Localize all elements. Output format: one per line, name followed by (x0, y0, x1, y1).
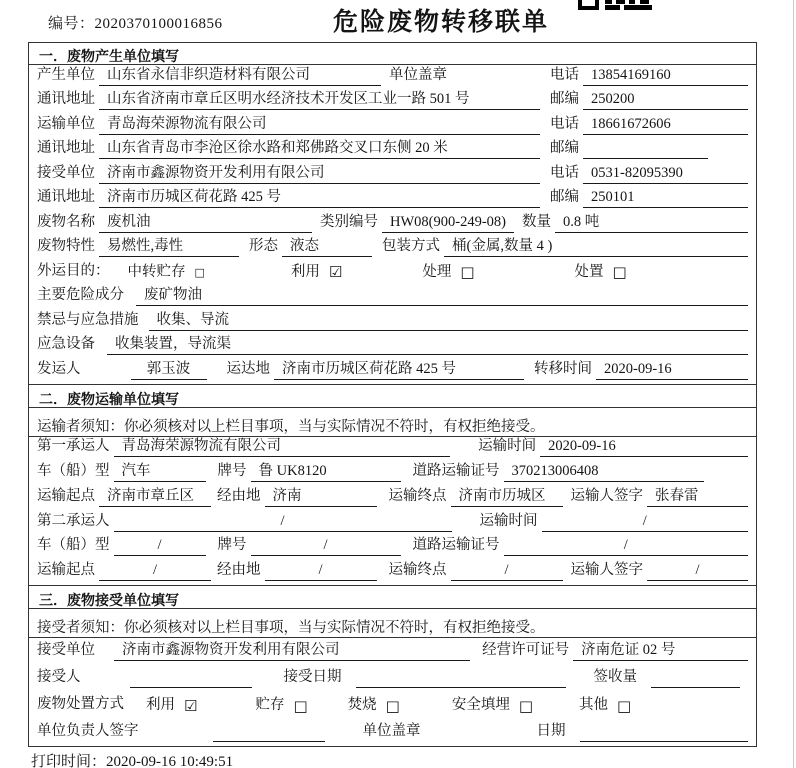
checkbox-icon: □ (518, 696, 534, 715)
document-title: 危险废物转移联单 (333, 8, 550, 36)
license-number-label: 经营许可证号 (482, 642, 570, 659)
road-permit-field: / (504, 537, 749, 556)
transport-unit-field: 青岛海荣源物流有限公司 (99, 112, 540, 135)
plate-number-field: / (251, 537, 401, 556)
checkbox-incinerate (348, 693, 400, 715)
vehicle-type-field: 汽车 (114, 459, 206, 482)
section-2-header: 二．废物运输单位填写 (29, 384, 756, 408)
producing-unit-field: 山东省永信非织造材料有限公司 (99, 63, 381, 86)
postcode-label: 邮编 (550, 189, 579, 205)
second-carrier-field: / (114, 513, 452, 532)
main-hazard-component-label: 主要危险成分 (37, 287, 124, 303)
form-row (29, 212, 756, 237)
via-label: 经由地 (217, 487, 261, 504)
checkbox-use (146, 693, 197, 715)
producing-unit-label: 产生单位 (37, 66, 95, 83)
checkbox-label: 贮存 (255, 697, 285, 714)
waste-name-label: 废物名称 (37, 213, 95, 230)
receiving-unit-field: 济南市鑫源物资开发利用有限公司 (99, 161, 540, 184)
receive-date-field (356, 672, 566, 688)
form-row (29, 486, 756, 511)
receive-date-label: 接受日期 (283, 669, 342, 686)
print-time (31, 750, 233, 768)
section-3-header: 三．废物接受单位填写 (29, 585, 756, 609)
print-time-value: 2020-09-16 10:49:51 (106, 754, 234, 768)
emergency-measures-field: 收集、导流 (149, 308, 749, 331)
transport-endpoint-label: 运输终点 (388, 562, 447, 579)
waste-characteristics-field: 易燃性,毒性 (99, 234, 239, 257)
form-row (29, 163, 756, 188)
emergency-equipment-field: 收集装置，导流渠 (107, 332, 748, 355)
transport-date-label: 运输时间 (478, 438, 537, 455)
first-carrier-field: 青岛海荣源物流有限公司 (114, 434, 451, 457)
destination-label: 运达地 (226, 360, 270, 377)
waste-name-field: 废机油 (99, 210, 312, 233)
checkbox-icon: □ (460, 262, 475, 281)
checkbox-treat (422, 260, 474, 282)
disposal-method-label: 废物处置方式 (37, 696, 124, 713)
mailing-address-label: 通讯地址 (37, 140, 95, 156)
form-row-outbound-purpose (29, 261, 756, 286)
phone-field: 13854169160 (583, 67, 748, 86)
postcode-label: 邮编 (550, 140, 579, 156)
receiver-notice: 接受者须知：你必须核对以上栏目事项，当与实际情况不符时，有权拒绝接受。 (29, 609, 756, 638)
via-label: 经由地 (217, 562, 261, 579)
scan-edge-line (793, 0, 794, 768)
checkbox-icon: □ (617, 696, 632, 715)
vehicle-type-label: 车（船）型 (37, 463, 110, 480)
postcode-field: 250101 (583, 189, 748, 208)
postcode-field: 250200 (583, 91, 748, 110)
carrier-signature-label: 运输人签字 (570, 487, 643, 504)
mailing-address-label: 通讯地址 (37, 91, 95, 107)
form-row (29, 536, 756, 561)
form-row (29, 359, 756, 384)
form-row (29, 114, 756, 139)
manifest-number-label: 编号： (48, 16, 95, 32)
mailing-address-label: 通讯地址 (37, 189, 95, 205)
transport-endpoint-field: 济南市历城区 (451, 484, 563, 507)
transport-date-label: 运输时间 (479, 512, 538, 529)
transport-date-field: 2020-09-16 (540, 438, 748, 457)
checkbox-use (291, 260, 342, 282)
checkbox-icon: □ (612, 262, 627, 281)
form-row (29, 139, 756, 164)
checkbox-label: 处理 (422, 263, 452, 280)
main-hazard-component-field: 废矿物油 (136, 283, 748, 306)
form-row (29, 461, 756, 486)
responsible-signature-label: 单位负责人签字 (37, 723, 139, 740)
form-row (29, 437, 756, 462)
category-code-label: 类别编号 (320, 213, 378, 230)
manifest-number (48, 12, 223, 33)
transport-endpoint-label: 运输终点 (388, 487, 447, 504)
transport-unit-label: 运输单位 (37, 115, 95, 132)
received-quantity-field (651, 672, 740, 688)
form-row-disposal-method (29, 692, 756, 719)
receiver-unit-field: 济南市鑫源物资开发利用有限公司 (114, 638, 470, 661)
carrier-signature-field: / (647, 562, 748, 581)
form-row (29, 90, 756, 115)
road-permit-label: 道路运输证号 (412, 537, 500, 554)
form-row (29, 560, 756, 585)
transport-endpoint-field: / (451, 562, 563, 581)
transport-origin-field: / (99, 562, 211, 581)
checkbox-label: 焚烧 (347, 697, 377, 714)
transport-origin-label: 运输起点 (37, 562, 95, 579)
phone-label: 电话 (550, 164, 579, 181)
unit-seal-label: 单位盖章 (362, 723, 421, 740)
checkbox-label: 安全填埋 (451, 697, 510, 714)
plate-number-label: 牌号 (217, 463, 247, 480)
plate-number-field: 鲁 UK8120 (251, 459, 401, 482)
receiving-unit-label: 接受单位 (37, 164, 95, 181)
emergency-equipment-label: 应急设备 (37, 336, 95, 352)
phone-label: 电话 (550, 115, 579, 132)
phone-field: 18661672606 (583, 116, 748, 135)
shipper-label: 发运人 (37, 360, 81, 377)
checkbox-label: 处置 (574, 263, 604, 280)
carrier-signature-field: 张春雷 (647, 484, 748, 507)
section-1-header: 一．废物产生单位填写 (29, 43, 756, 65)
phone-field: 0531-82095390 (583, 165, 748, 184)
checkbox-label: 其他 (579, 697, 609, 714)
form-row (29, 719, 756, 746)
received-quantity-label: 签收量 (593, 669, 637, 686)
mailing-address-field: 济南市历城区荷花路 425 号 (99, 185, 540, 208)
checkbox-landfill (452, 693, 533, 715)
manifest-form (28, 42, 757, 747)
packaging-label: 包装方式 (382, 238, 440, 254)
outbound-purpose-label: 外运目的： (37, 262, 110, 279)
checkbox-checked-icon: ☑ (184, 696, 198, 715)
form-row (29, 665, 756, 692)
checkbox-label: 利用 (290, 263, 320, 280)
print-time-label: 打印时间： (31, 754, 107, 768)
quantity-label: 数量 (522, 213, 551, 230)
license-number-field: 济南危证 02 号 (573, 638, 748, 661)
transport-origin-field: 济南市章丘区 (99, 484, 211, 507)
qr-code-fragment-icon (578, 0, 652, 10)
form-row (29, 335, 756, 360)
transport-date-field: / (542, 513, 748, 532)
form-row (29, 188, 756, 213)
category-code-field: HW08(900-249-08) (382, 214, 514, 233)
plate-number-label: 牌号 (217, 537, 247, 554)
checkbox-other (579, 693, 631, 715)
form-row (29, 286, 756, 311)
checkbox-checked-icon: ☑ (328, 262, 343, 281)
mailing-address-field: 山东省青岛市李沧区徐水路和郑佛路交叉口东侧 20 米 (99, 136, 540, 159)
checkbox-icon: □ (385, 696, 400, 715)
checkbox-icon: □ (293, 696, 308, 715)
form-row (29, 65, 756, 90)
destination-field: 济南市历城区荷花路 425 号 (274, 357, 524, 380)
postcode-label: 邮编 (550, 91, 579, 107)
first-carrier-label: 第一承运人 (37, 438, 110, 455)
receiver-person-field (130, 672, 252, 688)
road-permit-label: 道路运输证号 (412, 463, 500, 480)
postcode-field (583, 143, 708, 159)
mailing-address-field: 山东省济南市章丘区明水经济技术开发区工业一路 501 号 (99, 87, 540, 110)
checkbox-label: 利用 (146, 697, 175, 714)
carrier-signature-label: 运输人签字 (570, 562, 643, 579)
document-header (0, 0, 796, 42)
receiver-person-label: 接受人 (37, 669, 81, 686)
form-row (29, 310, 756, 335)
via-field: / (265, 562, 377, 581)
date-label: 日期 (536, 723, 566, 740)
checkbox-icon: □ (194, 266, 205, 280)
form-row (29, 638, 756, 665)
date-field (580, 726, 749, 742)
road-permit-field: 370213006408 (504, 463, 705, 482)
emergency-measures-label: 禁忌与应急措施 (37, 311, 139, 328)
unit-seal-label: 单位盖章 (389, 66, 447, 83)
second-carrier-label: 第二承运人 (37, 512, 110, 529)
vehicle-type-label: 车（船）型 (37, 537, 110, 554)
transfer-date-field: 2020-09-16 (596, 361, 748, 380)
shipper-field: 郭玉波 (131, 357, 207, 380)
transport-origin-label: 运输起点 (37, 487, 95, 504)
waste-characteristics-label: 废物特性 (37, 238, 95, 254)
physical-form-field: 液态 (282, 234, 372, 257)
checkbox-store (255, 693, 307, 715)
transfer-date-label: 转移时间 (534, 360, 592, 377)
form-row (29, 511, 756, 536)
responsible-signature-field (213, 726, 325, 742)
packaging-field: 桶(金属,数量 4 ) (444, 234, 748, 257)
vehicle-type-field: / (114, 537, 206, 556)
checkbox-dispose (575, 260, 627, 282)
quantity-field: 0.8 吨 (555, 210, 748, 233)
checkbox-transfer-storage (128, 260, 205, 282)
receiver-unit-label: 接受单位 (37, 642, 95, 659)
via-field: 济南 (265, 484, 377, 507)
checkbox-label: 中转贮存 (127, 263, 186, 280)
phone-label: 电话 (550, 66, 579, 83)
carrier-notice: 运输者须知：你必须核对以上栏目事项，当与实际情况不符时，有权拒绝接受。 (29, 408, 756, 437)
manifest-number-value: 2020370100016856 (94, 16, 223, 32)
form-row (29, 237, 756, 262)
physical-form-label: 形态 (249, 238, 278, 254)
